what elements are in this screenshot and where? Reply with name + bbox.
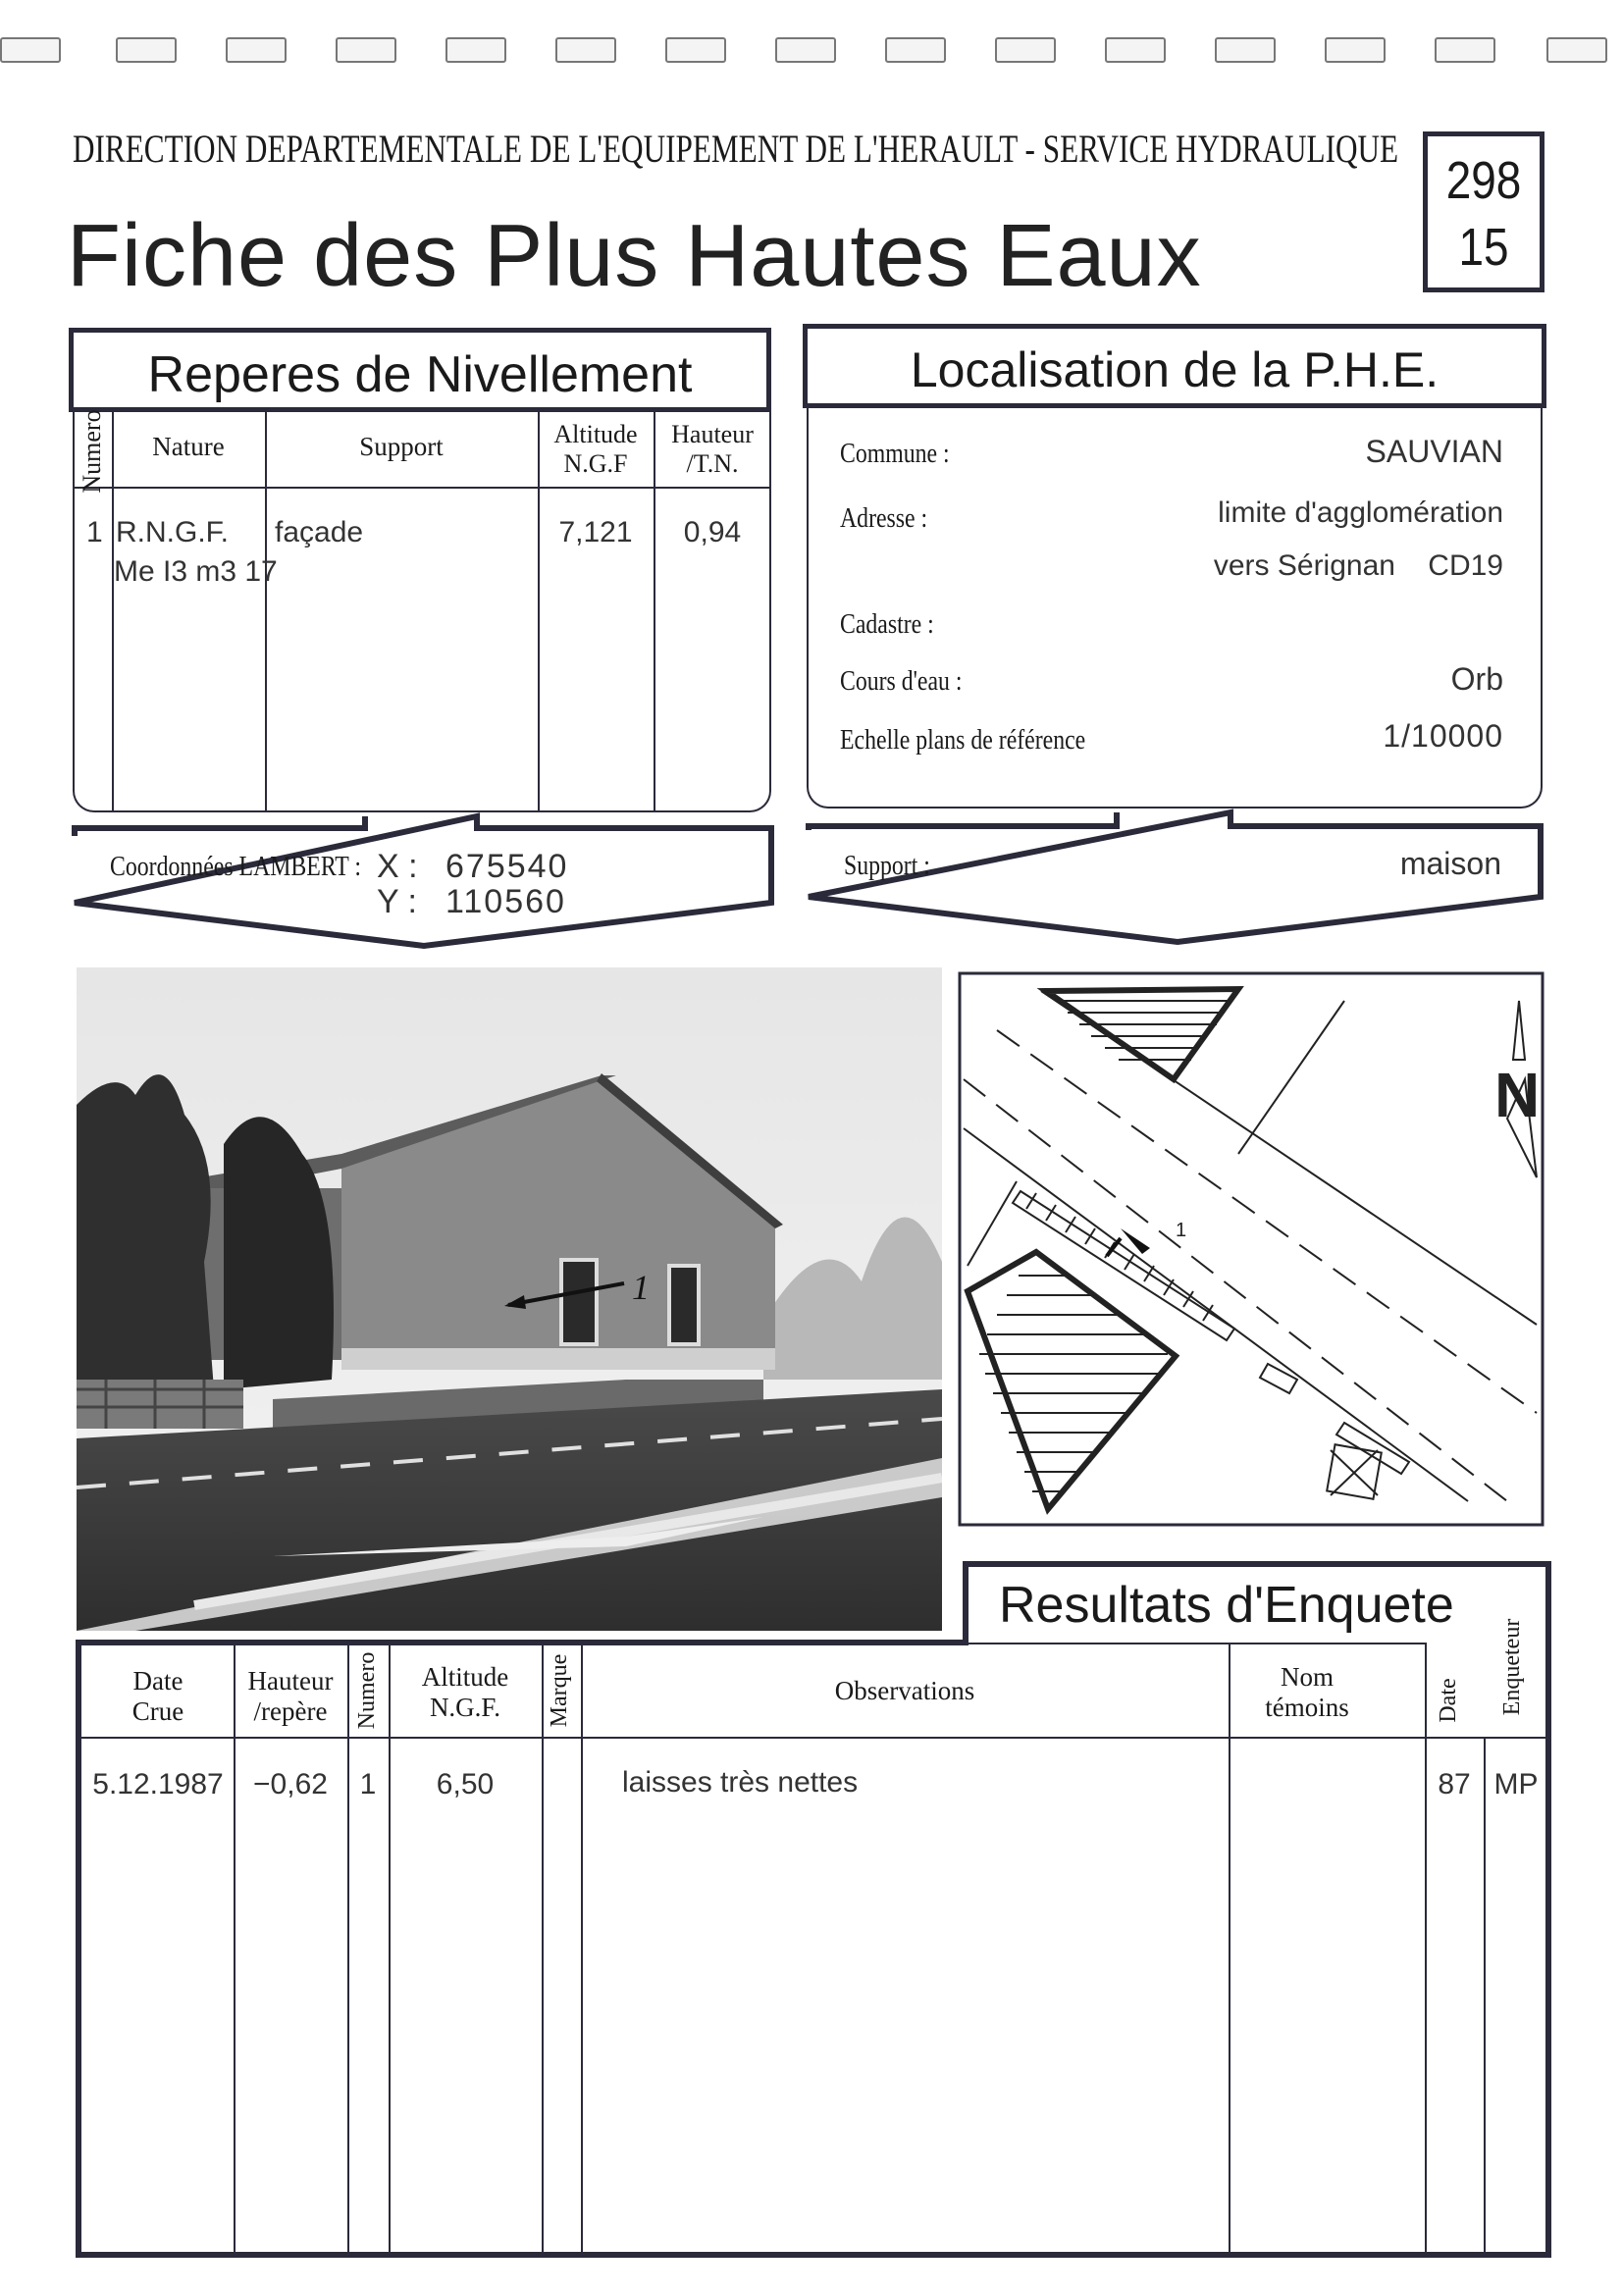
reperes-title: Reperes de Nivellement <box>147 346 693 403</box>
repere-numero: 1 <box>86 516 103 548</box>
col-header-marque: Marque <box>547 1653 572 1728</box>
binder-hole <box>336 37 396 63</box>
binder-hole <box>1546 37 1607 63</box>
binder-hole <box>226 37 287 63</box>
col-header-date-crue: Date Crue <box>131 1666 184 1727</box>
binder-hole <box>775 37 836 63</box>
binder-hole <box>665 37 726 63</box>
location-plan <box>958 971 1544 1527</box>
resultat-numero: 1 <box>359 1768 377 1800</box>
binder-hole <box>0 37 61 63</box>
binder-hole <box>445 37 506 63</box>
localisation-title: Localisation de la P.H.E. <box>910 342 1440 397</box>
binder-hole <box>116 37 177 63</box>
reference-box <box>1423 131 1544 292</box>
page-title: Fiche des Plus Hautes Eaux <box>67 207 1202 305</box>
lambert-y-value: 110560 <box>445 883 566 920</box>
resultat-date: 87 <box>1438 1768 1471 1800</box>
col-header-support: Support <box>359 432 444 461</box>
lambert-label: Coordonnées LAMBERT : <box>110 852 361 882</box>
resultat-date-crue: 5.12.1987 <box>92 1768 224 1800</box>
resultat-hauteur: −0,62 <box>253 1768 328 1800</box>
repere-altitude: 7,121 <box>558 516 633 548</box>
localisation-title-box <box>803 324 1546 408</box>
repere-hauteur: 0,94 <box>683 516 742 548</box>
binder-hole <box>995 37 1056 63</box>
col-header-observations: Observations <box>834 1676 975 1705</box>
reperes-title-box <box>69 328 771 412</box>
support-value: maison <box>1399 846 1501 881</box>
plan-marker-label: 1 <box>1176 1220 1187 1241</box>
binder-hole <box>1105 37 1166 63</box>
col-header-altitude: Altitude N.G.F <box>553 420 638 478</box>
adresse-label: Adresse : <box>840 502 928 534</box>
cadastre-label: Cadastre : <box>840 608 934 640</box>
reference-number-top: 298 <box>1445 151 1522 210</box>
col-header-hauteur-repere: Hauteur /repère <box>247 1666 334 1727</box>
repere-nature-line1: R.N.G.F. <box>116 516 230 548</box>
echelle-value: 1/10000 <box>1383 718 1503 754</box>
resultats-title: Resultats d'Enquete <box>999 1577 1454 1634</box>
col-header-enqueteur: Enqueteur <box>1499 1618 1525 1716</box>
col-header-date: Date <box>1436 1678 1461 1723</box>
repere-support: façade <box>275 516 364 548</box>
adresse-line2: vers Sérignan CD19 <box>1213 549 1503 582</box>
photo-marker-label: 1 <box>632 1268 650 1307</box>
binder-hole <box>885 37 946 63</box>
col-header-nature: Nature <box>152 432 225 461</box>
cours-eau-value: Orb <box>1450 661 1503 697</box>
col-header-hauteur: Hauteur /T.N. <box>671 420 754 478</box>
binder-hole <box>1215 37 1276 63</box>
col-header-numero: Numero <box>78 409 106 494</box>
lambert-y-label: Y : <box>377 883 417 920</box>
binder-hole <box>1435 37 1495 63</box>
echelle-label: Echelle plans de référence <box>840 724 1086 756</box>
cours-eau-label: Cours d'eau : <box>840 665 963 697</box>
binder-hole <box>1325 37 1386 63</box>
direction-heading: DIRECTION DEPARTEMENTALE DE L'EQUIPEMENT DE L'HERAULT - SERVICE HYDRAULIQUE <box>73 127 1399 171</box>
col-header-altitude-ngf: Altitude N.G.F. <box>421 1662 509 1723</box>
north-arrow-label: N <box>1494 1060 1541 1130</box>
adresse-line1: limite d'agglomération <box>1218 496 1503 529</box>
support-label: Support : <box>844 850 930 881</box>
reference-number-bottom: 15 <box>1458 218 1509 277</box>
resultat-altitude: 6,50 <box>436 1768 495 1800</box>
col-header-numero-res: Numero <box>354 1651 380 1730</box>
resultat-observations: laisses très nettes <box>622 1766 859 1799</box>
lambert-x-label: X : <box>377 848 418 885</box>
commune-value: SAUVIAN <box>1365 434 1503 469</box>
commune-label: Commune : <box>840 438 950 469</box>
binder-hole <box>555 37 616 63</box>
resultat-enqueteur: MP <box>1493 1768 1539 1800</box>
repere-nature-line2: Me I3 m3 17 <box>114 555 278 588</box>
col-header-nom-temoins: Nom témoins <box>1265 1662 1349 1723</box>
lambert-x-value: 675540 <box>445 848 569 885</box>
house-photo <box>77 967 942 1631</box>
